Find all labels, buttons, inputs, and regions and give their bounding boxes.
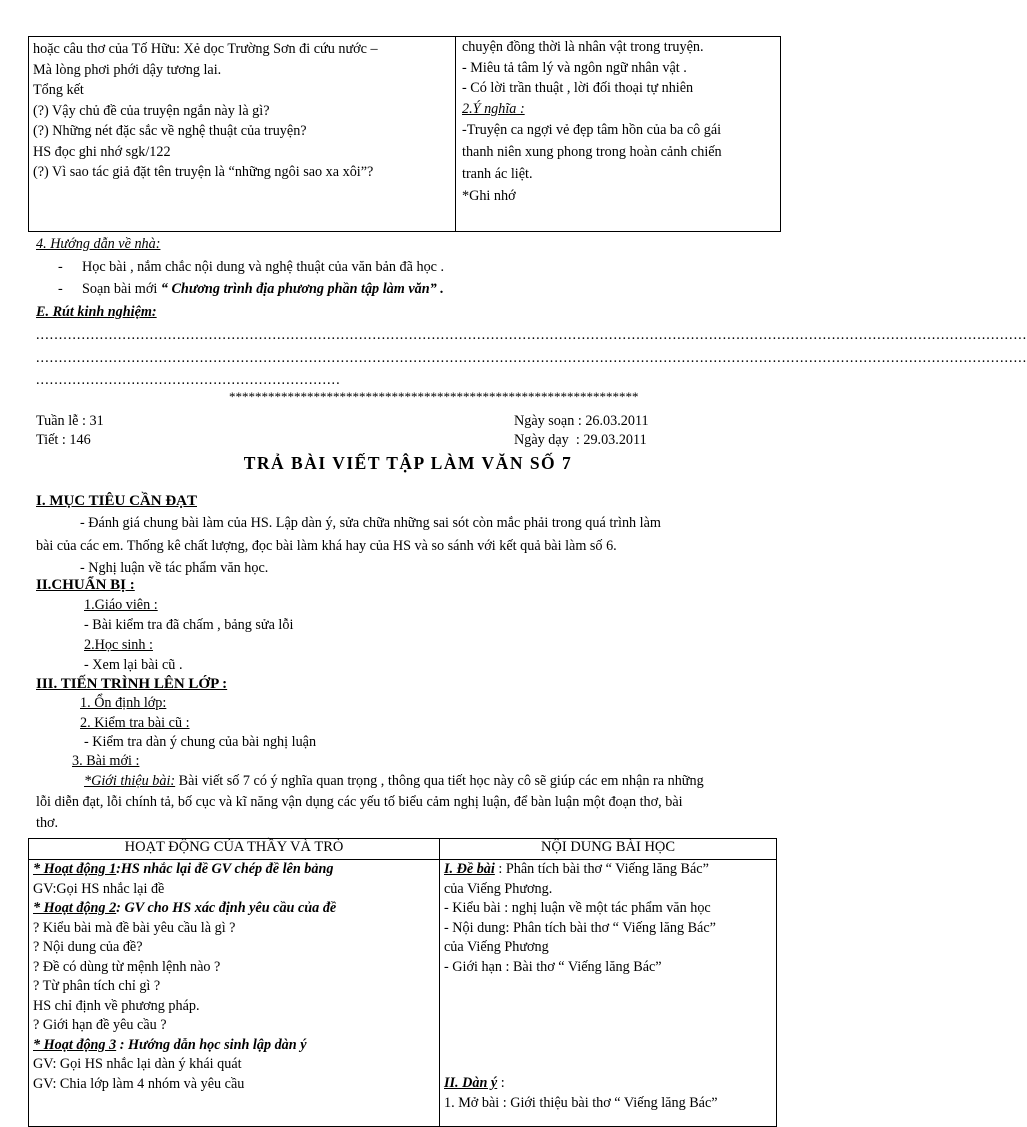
activity-text: : GV cho HS xác định yêu cầu của đề (116, 900, 337, 916)
activity-heading (33, 899, 435, 919)
paragraph-line: - Đánh giá chung bài làm của HS. Lập dàn ý, sửa chữa những sai sót còn mắc phải trong quá trình làm (80, 515, 661, 531)
subheading: 2. Kiểm tra bài cũ : (80, 715, 190, 731)
activity-heading (33, 1036, 435, 1056)
text-line: 1. Mở bài : Giới thiệu bài thơ “ Viếng lăng Bác” (444, 1094, 718, 1111)
text-line: *Ghi nhớ (462, 188, 516, 204)
column-header: NỘI DUNG BÀI HỌC (440, 839, 777, 860)
activity-text: :HS nhắc lại đề GV chép đề lên bảng (116, 861, 334, 877)
content-heading (444, 1074, 772, 1094)
text-line: -Truyện ca ngợi vẻ đẹp tâm hồn của ba cô gái (462, 122, 722, 138)
date-prepared: Ngày soạn : 26.03.2011 (514, 413, 649, 429)
week-label: Tuần lễ : 31 (36, 413, 104, 429)
activity-text: : Hướng dẫn học sinh lập dàn ý (116, 1036, 307, 1053)
text-line: (?) Vậy chủ đề của truyện ngắn này là gì? (33, 102, 270, 119)
content-heading (444, 860, 772, 880)
text-line: của Viếng Phương. (444, 880, 553, 897)
text-line: ? Kiểu bài mà đề bài yêu cầu là gì ? (33, 919, 236, 936)
dotted-line: ................................................................... (36, 372, 341, 388)
text-line: GV: Chia lớp làm 4 nhóm và yêu cầu (33, 1075, 245, 1092)
list-item: - Xem lại bài cũ . (84, 657, 183, 673)
top-lesson-table (28, 36, 781, 232)
activity-label: * Hoạt động 3 (33, 1036, 117, 1053)
section-heading: II.CHUẨN BỊ : (36, 577, 135, 593)
lesson-label: Tiết : 146 (36, 432, 91, 448)
homework-item-title: “ Chương trình địa phương phần tập làm văn” . (160, 281, 444, 297)
experience-text: . Rút kinh nghiệm: (45, 304, 157, 320)
intro-text: Bài viết số 7 có ý nghĩa quan trọng , thông qua tiết học này cô sẽ giúp các em nhận ra những (175, 773, 704, 789)
homework-item-text: Soạn bài mới (82, 281, 161, 297)
subheading: 1. Ổn định lớp: (80, 695, 167, 711)
text-line: (?) Những nét đặc sắc về nghệ thuật của truyện? (33, 123, 307, 139)
page-title: TRẢ BÀI VIẾT TẬP LÀM VĂN SỐ 7 (243, 453, 573, 473)
text-line: - Giới hạn : Bài thơ “ Viếng lăng Bác” (444, 958, 662, 975)
dotted-line: .......................................................................................................................................................................................................................... (36, 350, 1027, 366)
text-line: - Kiểu bài : nghị luận về một tác phẩm văn học (444, 900, 711, 916)
content-text: : (497, 1075, 505, 1091)
top-table-left-cell (29, 37, 456, 232)
spacer (444, 977, 772, 1074)
activity-table (28, 838, 777, 1127)
subheading: 2.Học sinh : (84, 637, 153, 653)
activity-label: * Hoạt động 2 (33, 900, 117, 916)
content-cell (440, 860, 777, 1127)
subheading: 1.Giáo viên : (84, 597, 158, 613)
text-line: Tổng kết (33, 82, 84, 98)
paragraph-line: bài của các em. Thống kê chất lượng, đọc bài làm khá hay của HS và so sánh với kết quả bài làm số 6. (36, 538, 617, 554)
bullet-dash: - (58, 259, 63, 275)
list-item: - Kiểm tra dàn ý chung của bài nghị luận (84, 734, 317, 750)
meaning-heading: 2.Ý nghĩa : (462, 100, 525, 117)
subheading: 3. Bài mới : (72, 753, 140, 769)
text-line: GV: Gọi HS nhắc lại dàn ý khái quát (33, 1056, 242, 1072)
text-line: hoặc câu thơ của Tố Hữu: Xẻ dọc Trường Sơn đi cứu nước – (33, 41, 378, 57)
intro-label: *Giới thiệu bài: (84, 773, 176, 789)
content-text: : Phân tích bài thơ “ Viếng lăng Bác” (494, 861, 709, 877)
paragraph-line: thơ. (36, 815, 59, 831)
date-taught: Ngày dạy : 29.03.2011 (514, 432, 647, 448)
top-table-right-cell (456, 37, 781, 232)
content-label: II. Dàn ý (444, 1075, 498, 1091)
homework-item (58, 259, 444, 276)
text-line: chuyện đồng thời là nhân vật trong truyện. (462, 39, 704, 55)
homework-heading: 4. Hướng dẫn về nhà: (36, 236, 161, 252)
bullet-dash: - (58, 281, 63, 297)
activity-label: * Hoạt động 1 (33, 861, 117, 877)
text-line: GV:Gọi HS nhắc lại đề (33, 880, 165, 897)
text-line: của Viếng Phương (444, 939, 549, 955)
text-line: tranh ác liệt. (462, 166, 533, 182)
paragraph-line: - Nghị luận về tác phẩm văn học. (80, 560, 269, 576)
text-line: HS chỉ định về phương pháp. (33, 997, 200, 1014)
text-line: (?) Vì sao tác giả đặt tên truyện là “những ngôi sao xa xôi”? (33, 164, 374, 180)
paragraph-line: lỗi diễn đạt, lỗi chính tả, bố cục và kĩ năng vận dụng các yếu tố biểu cảm nghị luận, để bàn luận một đoạn thơ, bài (36, 794, 683, 810)
text-line: - Nội dung: Phân tích bài thơ “ Viếng lăng Bác” (444, 919, 716, 936)
text-line: ? Đề có dùng từ mệnh lệnh nào ? (33, 958, 221, 975)
experience-heading (36, 304, 157, 321)
text-line: - Có lời trần thuật , lời đối thoại tự nhiên (462, 80, 694, 96)
text-line: HS đọc ghi nhớ sgk/122 (33, 143, 171, 160)
text-line: ? Từ phân tích chỉ gì ? (33, 978, 161, 994)
section-heading: III. TIẾN TRÌNH LÊN LỚP : (36, 676, 228, 692)
homework-item-text: Học bài , nắm chắc nội dung và nghệ thuật của văn bản đã học . (82, 259, 445, 275)
text-line: - Miêu tả tâm lý và ngôn ngữ nhân vật . (462, 59, 687, 76)
homework-item (58, 281, 444, 298)
dotted-line: .......................................................................................................................................................................................................................... (36, 327, 1027, 343)
text-line: ? Giới hạn đề yêu cầu ? (33, 1017, 167, 1033)
list-item: - Bài kiểm tra đã chấm , bảng sửa lỗi (84, 617, 294, 633)
text-line: ? Nội dung của đề? (33, 939, 143, 955)
separator-stars: *************************************************************** (229, 389, 639, 404)
experience-letter: E (36, 304, 46, 320)
activity-heading (33, 860, 435, 880)
content-label: I. Đề bài (444, 861, 495, 877)
column-header: HOẠT ĐỘNG CỦA THẦY VÀ TRÒ (29, 839, 440, 860)
text-line: thanh niên xung phong trong hoàn cảnh chiến (462, 144, 722, 160)
section-heading: I. MỤC TIÊU CẦN ĐẠT (36, 493, 197, 509)
activities-cell (29, 860, 440, 1127)
text-line: Mà lòng phơi phới dậy tương lai. (33, 61, 222, 78)
intro-line (84, 773, 704, 790)
